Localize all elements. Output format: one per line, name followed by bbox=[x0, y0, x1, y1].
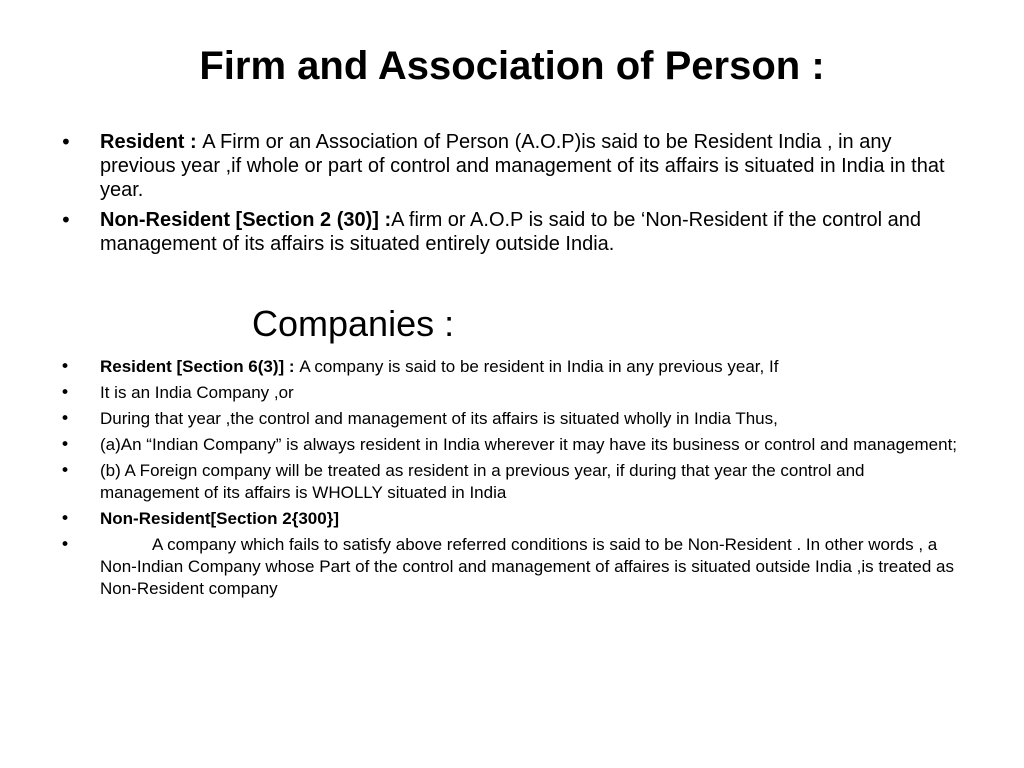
bullet-icon: • bbox=[60, 461, 71, 481]
bullet-icon: • bbox=[60, 435, 71, 455]
bullet-icon: • bbox=[60, 535, 71, 555]
list-item-firm-resident bbox=[60, 130, 960, 202]
list-item-control-management bbox=[60, 408, 960, 430]
companies-bullet-list bbox=[60, 356, 960, 604]
list-item-indian-company bbox=[60, 382, 960, 404]
slide-title: Firm and Association of Person : bbox=[199, 44, 825, 88]
term-company-non-resident: Non-Resident[Section 2{300}] bbox=[100, 509, 339, 528]
term-company-resident: Resident [Section 6(3)] : bbox=[100, 357, 300, 376]
non-resident-definition-text: A company which fails to satisfy above referred conditions is said to be Non-Resident . In other words , a Non-Indian Company whose Part of the control and management of affaires is situated outside India ,is treated as Non-Resident company bbox=[100, 535, 954, 598]
indian-company-text: It is an India Company ,or bbox=[100, 383, 294, 402]
control-management-text: During that year ,the control and management of its affairs is situated wholly in India Thus, bbox=[100, 409, 778, 428]
firm-bullet-list bbox=[60, 130, 960, 262]
list-item-foreign-company bbox=[60, 460, 960, 504]
bullet-icon: • bbox=[60, 357, 71, 377]
bullet-icon: • bbox=[60, 130, 72, 154]
bullet-icon: • bbox=[60, 208, 72, 232]
list-item-company-resident bbox=[60, 356, 960, 378]
firm-resident-text: A Firm or an Association of Person (A.O.P)is said to be Resident India , in any previous year ,if whole or part of control and management of its affairs is situated in India in that year. bbox=[100, 131, 945, 201]
list-item-company-non-resident bbox=[60, 508, 960, 530]
bullet-icon: • bbox=[60, 383, 71, 403]
bullet-icon: • bbox=[60, 409, 71, 429]
list-item-non-resident-definition bbox=[60, 534, 960, 600]
bullet-icon: • bbox=[60, 509, 71, 529]
list-item-firm-non-resident bbox=[60, 208, 960, 256]
list-item-indian-company-resident bbox=[60, 434, 960, 456]
firm-non-resident-text: A firm or A.O.P is said to be ‘Non-Resident if the control and management of its affairs is situated entirely outside India. bbox=[100, 209, 922, 255]
term-resident: Resident : bbox=[100, 131, 203, 153]
foreign-company-text: (b) A Foreign company will be treated as resident in a previous year, if during that year the control and management of its affairs is WHOLLY situated in India bbox=[100, 461, 865, 502]
indian-company-resident-text: (a)An “Indian Company” is always resident in India wherever it may have its business or control and management; bbox=[100, 435, 958, 454]
term-non-resident: Non-Resident [Section 2 (30)] : bbox=[100, 209, 392, 231]
companies-heading: Companies : bbox=[252, 303, 455, 344]
company-resident-text: A company is said to be resident in India in any previous year, If bbox=[299, 357, 779, 376]
